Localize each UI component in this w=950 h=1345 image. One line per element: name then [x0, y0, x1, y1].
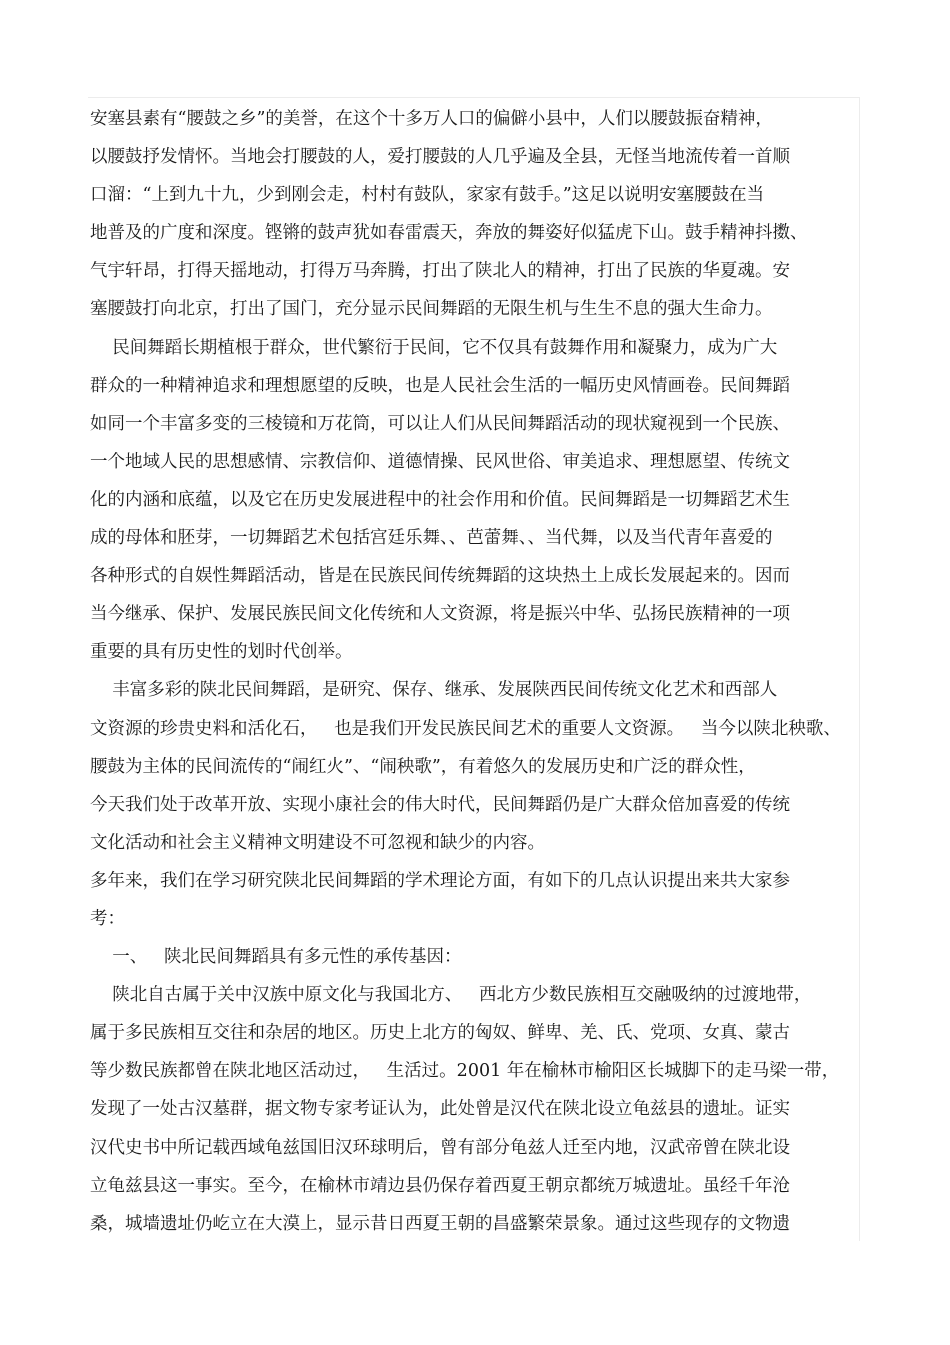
text-line: 口溜：“上到九十九，少到刚会走，村村有鼓队，家家有鼓手。”这足以说明安塞腰鼓在当	[90, 185, 765, 206]
text-line: 今天我们处于改革开放、实现小康社会的伟大时代，民间舞蹈仍是广大群众倍加喜爱的传统	[90, 794, 790, 815]
text-line: 重要的具有历史性的划时代创举。	[90, 642, 353, 663]
text-line: 文化活动和社会主义精神文明建设不可忽视和缺少的内容。	[90, 832, 545, 853]
document-body	[90, 100, 870, 1243]
text-line: 汉代史书中所记载西域龟兹国旧汉环球明后，曾有部分龟兹人迁至内地，汉武帝曾在陕北设	[90, 1137, 790, 1158]
text-line: 一个地域人民的思想感情、宗教信仰、道德情操、民风世俗、审美追求、理想愿望、传统文	[90, 451, 790, 472]
text-line: 以腰鼓抒发情怀。当地会打腰鼓的人，爱打腰鼓的人几乎遍及全县，无怪当地流传着一首顺	[90, 147, 790, 168]
text-line: 桑，城墙遗址仍屹立在大漠上，显示昔日西夏王朝的昌盛繁荣景象。通过这些现存的文物遗	[90, 1213, 790, 1234]
text-line: 属于多民族相互交往和杂居的地区。历史上北方的匈奴、鲜卑、羌、氏、党项、女真、蒙古	[90, 1023, 790, 1044]
text-line: 民间舞蹈长期植根于群众，世代繁衍于民间，它不仅具有鼓舞作用和凝聚力，成为广大	[90, 337, 778, 358]
text-line: 陕北自古属于关中汉族中原文化与我国北方、 西北方少数民族相互交融吸纳的过渡地带，	[90, 985, 812, 1006]
text-line: 地普及的广度和深度。铿锵的鼓声犹如春雷震天，奔放的舞姿好似猛虎下山。鼓手精神抖擞、	[90, 223, 808, 244]
text-line: 多年来，我们在学习研究陕北民间舞蹈的学术理论方面，有如下的几点认识提出来共大家参	[90, 870, 790, 891]
text-line: 等少数民族都曾在陕北地区活动过， 生活过。2001 年在榆林市榆阳区长城脚下的走马梁一带，	[90, 1061, 840, 1082]
section-heading: 一、 陕北民间舞蹈具有多元性的承传基因：	[90, 947, 462, 968]
text-line: 立龟兹县这一事实。至今，在榆林市靖边县仍保存着西夏王朝京都统万城遗址。虽经千年沧	[90, 1175, 790, 1196]
text-line: 丰富多彩的陕北民间舞蹈，是研究、保存、继承、发展陕西民间传统文化艺术和西部人	[90, 680, 778, 701]
text-line: 成的母体和胚芽，一切舞蹈艺术包括宫廷乐舞、、芭蕾舞、、当代舞，以及当代青年喜爱的	[90, 528, 773, 549]
text-line: 化的内涵和底蕴，以及它在历史发展进程中的社会作用和价值。民间舞蹈是一切舞蹈艺术生	[90, 489, 790, 510]
text-line: 气宇轩昂，打得天摇地动，打得万马奔腾，打出了陕北人的精神，打出了民族的华夏魂。安	[90, 261, 790, 282]
text-line: 考：	[90, 908, 125, 929]
text-line: 发现了一处古汉墓群，据文物专家考证认为，此处曾是汉代在陕北设立龟兹县的遗址。证实	[90, 1099, 790, 1120]
text-line: 文资源的珍贵史料和活化石， 也是我们开发民族民间艺术的重要人文资源。 当今以陕北秧歌、	[90, 718, 841, 739]
text-line: 当今继承、保护、发展民族民间文化传统和人文资源，将是振兴中华、弘扬民族精神的一项	[90, 604, 790, 625]
text-line: 群众的一种精神追求和理想愿望的反映，也是人民社会生活的一幅历史风情画卷。民间舞蹈	[90, 375, 790, 396]
text-line: 塞腰鼓打向北京，打出了国门，充分显示民间舞蹈的无限生机与生生不息的强大生命力。	[90, 299, 773, 320]
text-line: 腰鼓为主体的民间流传的“闹红火”、“闹秧歌”，有着悠久的发展历史和广泛的群众性，	[90, 756, 756, 777]
text-line: 各种形式的自娱性舞蹈活动，皆是在民族民间传统舞蹈的这块热土上成长发展起来的。因而	[90, 566, 790, 587]
text-line: 安塞县素有“腰鼓之乡”的美誉，在这个十多万人口的偏僻小县中，人们以腰鼓振奋精神，	[90, 109, 773, 129]
text-line: 如同一个丰富多变的三棱镜和万花筒，可以让人们从民间舞蹈活动的现状窥视到一个民族、	[90, 413, 790, 434]
